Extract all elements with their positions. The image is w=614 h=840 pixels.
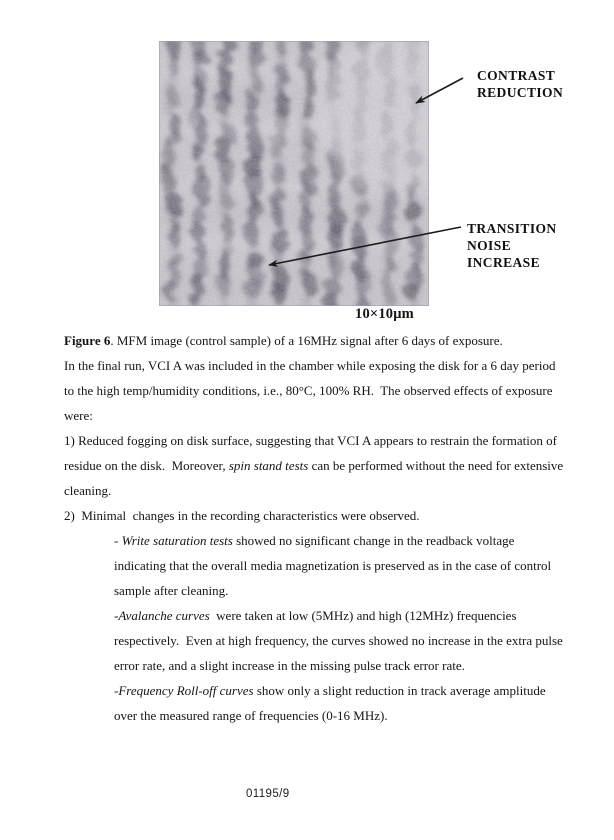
annotation-line: CONTRAST [477, 68, 556, 83]
figure-caption-text: . MFM image (control sample) of a 16MHz signal after 6 days of exposure. [110, 333, 503, 348]
annotation-line: INCREASE [467, 255, 540, 270]
paragraph-effect-2 [64, 503, 564, 528]
paragraph-text: can be performed without the need for extensive cleaning. [64, 458, 567, 498]
paragraph-frequency-rolloff [114, 678, 564, 728]
paragraph-text: show only a slight reduction in track average amplitude over the measured range of frequencies (0-16 MHz). [114, 683, 549, 723]
annotation-contrast-reduction [477, 67, 563, 101]
scale-label: 10×10μm [355, 306, 414, 322]
paragraph-avalanche-curves [114, 603, 567, 678]
paragraph-text: 2) Minimal changes in the recording characteristics were observed. [64, 508, 420, 523]
annotation-line: TRANSITION [467, 221, 557, 236]
paragraph-text: In the final run, VCI A was included in the chamber while exposing the disk for a 6 day period to the high temp/humidity conditions, i.e., 80°C, 100% RH. The observed effects of exposure were: [64, 358, 559, 423]
paragraph-text-italic: Frequency Roll-off curves [118, 683, 254, 698]
figure-caption-number: Figure 6 [64, 333, 111, 348]
paragraph-text: were taken at low (5MHz) and high (12MHz) frequencies respectively. Even at high frequency, the curves showed no increase in the extra pulse error rate, and a slight increase in the missing pulse track error rate. [114, 608, 567, 673]
annotation-line: NOISE [467, 238, 512, 253]
annotation-transition-noise [467, 220, 557, 271]
paragraph-effect-1 [64, 428, 567, 503]
paragraph-text-italic: spin stand tests [228, 458, 309, 473]
page-number: 01195/9 [246, 788, 290, 800]
paragraph-text: 1) Reduced fogging on disk surface, suggesting that VCI A appears to restrain the formation of residue on the disk. Moreover, [64, 433, 561, 473]
paragraph-text: - [114, 683, 119, 698]
body-text [64, 328, 567, 728]
paragraph-text: - [114, 533, 122, 548]
paragraph-text-italic: Avalanche curves [118, 608, 210, 623]
paragraph-intro [64, 353, 564, 428]
mfm-image [159, 41, 429, 306]
mfm-texture [159, 41, 429, 306]
annotation-line: REDUCTION [477, 85, 564, 100]
paragraph-text-italic: Write saturation tests [121, 533, 233, 548]
figure-caption [64, 328, 564, 353]
paragraph-text: - [114, 608, 119, 623]
paragraph-write-saturation [114, 528, 564, 603]
paragraph-text: showed no significant change in the readback voltage indicating that the overall media magnetization is preserved as in the case of control sample after cleaning. [114, 533, 555, 598]
